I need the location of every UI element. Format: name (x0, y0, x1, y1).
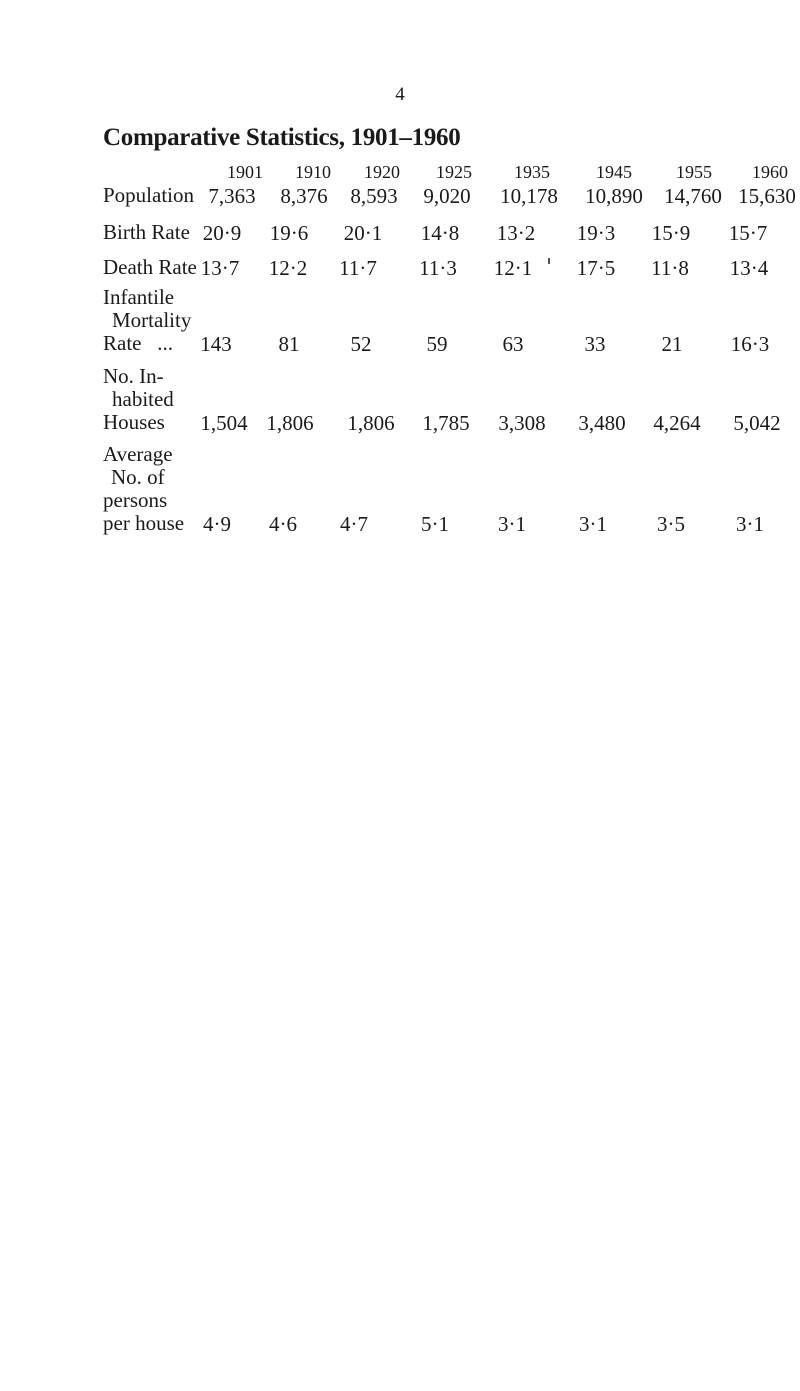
year-1945: 1945 (596, 162, 632, 182)
birth-rate-1960: 15·7 (728, 221, 768, 245)
inhabited-houses-1925: 1,785 (422, 411, 470, 435)
year-1910: 1910 (295, 162, 331, 182)
persons-per-house-1935: 3·1 (498, 512, 526, 536)
year-1901: 1901 (227, 162, 263, 182)
row-label-death-rate: Death Rate (103, 255, 197, 279)
infantile-mortality-1920: 52 (350, 332, 372, 356)
population-1925: 9,020 (423, 184, 471, 208)
birth-rate-1945: 19·3 (576, 221, 616, 245)
year-1925: 1925 (436, 162, 472, 182)
persons-per-house-1955: 3·5 (657, 512, 685, 536)
death-rate-1935: 12·1 (493, 256, 533, 280)
persons-per-house-1925: 5·1 (421, 512, 449, 536)
population-1945: 10,890 (585, 184, 643, 208)
persons-per-house-1960: 3·1 (736, 512, 764, 536)
row-label-population: Population (103, 183, 195, 207)
birth-rate-1901: 20·9 (202, 221, 242, 245)
persons-per-house-1945: 3·1 (579, 512, 607, 536)
row-label-birth-rate: Birth Rate (103, 220, 190, 244)
population-1901: 7,363 (208, 184, 256, 208)
death-rate-1925: 11·3 (419, 256, 457, 280)
infantile-mortality-1935: 63 (502, 332, 524, 356)
inhabited-houses-1960: 5,042 (733, 411, 781, 435)
year-1960: 1960 (752, 162, 788, 182)
year-1935: 1935 (514, 162, 550, 182)
death-rate-1910: 12·2 (268, 256, 308, 280)
population-1920: 8,593 (350, 184, 398, 208)
persons-per-house-1901: 4·9 (203, 512, 231, 536)
population-1955: 14,760 (664, 184, 722, 208)
population-1960: 15,630 (738, 184, 796, 208)
row-label-inhabited-houses: No. In- habited Houses (103, 364, 174, 434)
year-1955: 1955 (676, 162, 712, 182)
birth-rate-1955: 15·9 (651, 221, 691, 245)
birth-rate-1910: 19·6 (269, 221, 309, 245)
row-label-infantile-mortality: Infantile Mortality Rate ... (103, 285, 192, 355)
persons-per-house-1910: 4·6 (269, 512, 297, 536)
inhabited-houses-1935: 3,308 (498, 411, 546, 435)
row-label-average-persons: Average No. of persons per house (103, 442, 185, 535)
death-rate-1955: 11·8 (651, 256, 689, 280)
page-number: 4 (395, 84, 405, 105)
infantile-mortality-1901: 143 (200, 332, 232, 356)
death-rate-1945: 17·5 (576, 256, 616, 280)
inhabited-houses-1920: 1,806 (347, 411, 395, 435)
persons-per-house-1920: 4·7 (340, 512, 368, 536)
inhabited-houses-1901: 1,504 (200, 411, 248, 435)
death-rate-1901: 13·7 (200, 256, 240, 280)
population-1935: 10,178 (500, 184, 558, 208)
inhabited-houses-1955: 4,264 (653, 411, 701, 435)
infantile-mortality-1960: 16·3 (730, 332, 770, 356)
birth-rate-1920: 20·1 (343, 221, 383, 245)
infantile-mortality-1955: 21 (661, 332, 683, 356)
population-1910: 8,376 (280, 184, 328, 208)
infantile-mortality-1945: 33 (584, 332, 606, 356)
infantile-mortality-1925: 59 (426, 332, 448, 356)
inhabited-houses-1945: 3,480 (578, 411, 626, 435)
page-title: Comparative Statistics, 1901–1960 (103, 124, 461, 151)
death-rate-1960: 13·4 (729, 256, 769, 280)
birth-rate-1925: 14·8 (420, 221, 460, 245)
infantile-mortality-1910: 81 (278, 332, 300, 356)
print-speck (548, 258, 550, 264)
year-1920: 1920 (364, 162, 400, 182)
inhabited-houses-1910: 1,806 (266, 411, 314, 435)
death-rate-1920: 11·7 (339, 256, 377, 280)
birth-rate-1935: 13·2 (496, 221, 536, 245)
